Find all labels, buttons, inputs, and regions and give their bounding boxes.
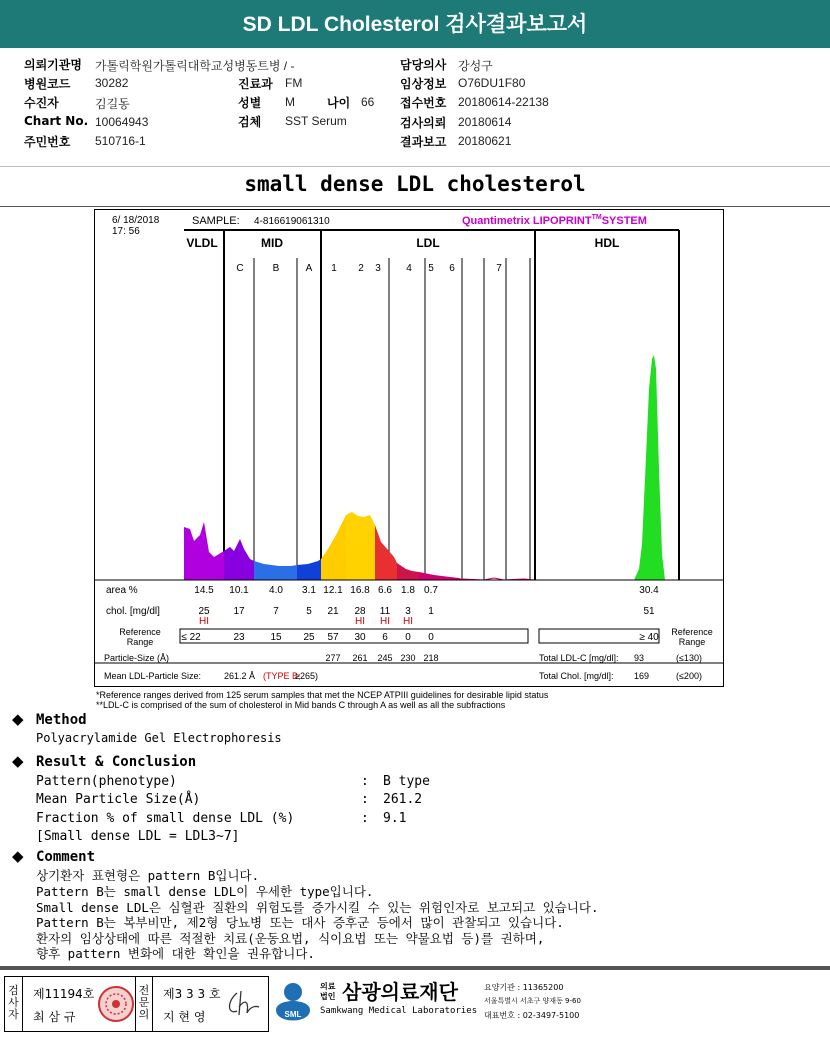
total-chol-label: Total Chol. [mg/dl]: <box>539 671 614 681</box>
comment-bullet-icon: ◆ <box>12 847 24 865</box>
report-date-value: 20180621 <box>458 134 512 148</box>
specialist-label: 전 문 의 <box>135 977 153 1031</box>
request-date-label: 검사의뢰 <box>400 116 447 130</box>
mean-size-label: Mean LDL-Particle Size: <box>104 671 202 681</box>
receipt-no-value: 20180614-22138 <box>458 95 549 109</box>
right-reference-label-line1: Reference <box>671 627 713 637</box>
group-label-vldl: VLDL <box>186 236 218 250</box>
curve-ldl-2 <box>346 512 375 580</box>
chol-value: 7 <box>273 606 279 617</box>
fraction-value: 9.1 <box>383 811 407 826</box>
age-label: 나이 <box>327 96 351 110</box>
area-value: 6.6 <box>378 585 392 596</box>
chol-value: 1 <box>428 606 434 617</box>
footnote-2: **LDL-C is comprised of the sum of cholesterol in Mid bands C through A as well as all the subfractions <box>96 700 506 710</box>
area-value: 10.1 <box>229 585 249 596</box>
area-value: 30.4 <box>639 585 659 596</box>
brand-label: Quantimetrix LIPOPRINT™SYSTEM <box>462 214 647 227</box>
org-phone: 대표번호 : 02-3497-5100 <box>484 1011 580 1020</box>
org-prefix: 의료법인 <box>320 982 336 1001</box>
department-label: 진료과 <box>238 77 273 91</box>
chol-value: 17 <box>233 606 245 617</box>
method-heading: Method <box>36 712 87 728</box>
comment-heading: Comment <box>36 849 96 865</box>
doctor-value: 강성구 <box>458 59 493 73</box>
band-label-a: A <box>305 263 313 274</box>
chol-value: 28 <box>354 606 366 617</box>
patient-label: 수진자 <box>24 96 59 110</box>
specialist-name: 지 현 영 <box>163 1010 206 1024</box>
specimen-value: SST Serum <box>285 114 347 128</box>
particle-size-value: 218 <box>423 653 439 663</box>
particle-size-value: 261 <box>352 653 368 663</box>
comment-line: 향후 pattern 변화에 대한 확인을 권유합니다. <box>36 946 315 961</box>
total-ldl-ref: (≤130) <box>676 653 702 663</box>
band-label-2: 2 <box>358 263 364 274</box>
reference-value: 25 <box>303 632 315 643</box>
hi-flag: HI <box>403 616 413 627</box>
chol-value: 21 <box>327 606 339 617</box>
hi-flag: HI <box>199 616 209 627</box>
fraction-label: Fraction % of small dense LDL (%) <box>36 811 295 826</box>
area-value: 14.5 <box>194 585 214 596</box>
comment-line: Pattern B는 복부비만, 제2형 당뇨병 또는 대사 증후군 등에서 많이 관찰되고 있습니다. <box>36 915 564 930</box>
method-text: Polyacrylamide Gel Electrophoresis <box>36 731 282 745</box>
comment-line: Pattern B는 small dense LDL이 우세한 type입니다. <box>36 884 374 899</box>
reference-value: 0 <box>428 632 434 643</box>
chart-time: 17: 56 <box>112 226 140 237</box>
tester-label: 검 사 자 <box>5 977 23 1031</box>
sml-logo-icon <box>270 978 316 1028</box>
chol-value: 11 <box>379 606 391 617</box>
org-name: 삼광의료재단 <box>342 980 458 1004</box>
band-label-b: B <box>272 263 280 274</box>
chol-value: 5 <box>306 606 312 617</box>
footer-divider <box>0 966 830 970</box>
comment-line: 환자의 임상상태에 따른 적절한 치료(운동요법, 식이요법 또는 약물요법 등)를 권하며, <box>36 931 545 946</box>
particle-size-value: 230 <box>400 653 416 663</box>
chol-value: 25 <box>198 606 210 617</box>
sample-label: SAMPLE: <box>192 215 240 227</box>
pattern-sep: : <box>361 774 369 789</box>
band-label-6: 6 <box>449 263 455 274</box>
comment-line: 상기환자 표현형은 pattern B입니다. <box>36 868 260 883</box>
area-value: 1.8 <box>401 585 415 596</box>
mean-size-row-value: 261.2 <box>383 792 423 807</box>
reference-value: 57 <box>327 632 339 643</box>
right-reference-label-line2: Range <box>678 637 706 647</box>
org-code: 요양기관 : 11365200 <box>484 983 564 992</box>
band-label-1: 1 <box>331 263 337 274</box>
result-bullet-icon: ◆ <box>12 752 24 770</box>
header-divider <box>0 166 830 167</box>
patient-value: 김길동 <box>95 97 130 111</box>
tester-name: 최 삼 규 <box>33 1010 76 1024</box>
report-date-label: 결과보고 <box>400 135 447 149</box>
clinical-info-value: O76DU1F80 <box>458 76 526 90</box>
footnote-1: *Reference ranges derived from 125 serum samples that met the NCEP ATPIII guidelines for desirable lipid status <box>96 690 549 700</box>
group-label-mid: MID <box>261 236 283 250</box>
reference-value: 6 <box>382 632 388 643</box>
resident-no-value: 510716-1 <box>95 134 146 148</box>
band-label-4: 4 <box>406 263 412 274</box>
group-label-hdl: HDL <box>594 236 620 250</box>
pattern-label: Pattern(phenotype) <box>36 774 177 789</box>
fraction-sep: : <box>361 811 369 826</box>
sex-value: M <box>285 95 295 109</box>
specimen-label: 검체 <box>238 115 262 129</box>
org-english: Samkwang Medical Laboratories <box>320 1006 478 1016</box>
mean-size-row-sep: : <box>361 792 369 807</box>
chart-date: 6/ 18/2018 <box>112 215 160 226</box>
tester-seal-icon <box>97 985 135 1023</box>
particle-size-label: Particle-Size (Å) <box>104 653 170 663</box>
reference-value: ≤ 22 <box>181 632 201 643</box>
total-ldl-value: 93 <box>634 653 645 663</box>
particle-size-value: 245 <box>377 653 393 663</box>
group-label-ldl: LDL <box>416 236 440 250</box>
band-label-c: C <box>236 263 244 274</box>
receipt-no-label: 접수번호 <box>400 96 447 110</box>
hi-flag: HI <box>380 616 390 627</box>
chart-no-label: Chart No. <box>24 114 89 128</box>
area-value: 16.8 <box>350 585 370 596</box>
clinical-info-label: 임상정보 <box>400 77 447 91</box>
mean-size-value: 261.2 Å <box>224 671 256 681</box>
org-address: 서울특별시 서초구 양재동 9-60 <box>484 997 581 1005</box>
sex-label: 성별 <box>238 96 262 110</box>
chart-no-value: 10064943 <box>95 115 149 129</box>
report-title: SD LDL Cholesterol 검사결과보고서 <box>0 0 830 48</box>
area-value: 4.0 <box>269 585 283 596</box>
reference-value: 30 <box>354 632 366 643</box>
total-ldl-label: Total LDL-C [mg/dl]: <box>539 653 619 663</box>
mean-size-ref: ≥265) <box>295 671 318 681</box>
title-divider <box>0 206 830 207</box>
result-heading: Result & Conclusion <box>36 754 197 770</box>
area-value: 0.7 <box>424 585 438 596</box>
request-date-value: 20180614 <box>458 115 512 129</box>
band-label-7: 7 <box>496 263 502 274</box>
doctor-label: 담당의사 <box>400 58 447 72</box>
reference-value: 23 <box>233 632 245 643</box>
age-value: 66 <box>361 95 375 109</box>
hdl-reference-value: ≥ 40 <box>639 632 659 643</box>
mean-size-row-label: Mean Particle Size(Å) <box>36 792 201 807</box>
sml-badge-text: SML <box>284 1010 302 1019</box>
hi-flag: HI <box>355 616 365 627</box>
resident-no-label: 주민번호 <box>24 135 71 149</box>
specialist-license: 제3 3 3 호 <box>163 987 221 1001</box>
tester-license: 제11194호 <box>33 987 95 1001</box>
result-note: [Small dense LDL = LDL3~7] <box>36 829 240 844</box>
reference-value: 15 <box>270 632 282 643</box>
total-chol-value: 169 <box>634 671 650 681</box>
area-value: 12.1 <box>323 585 343 596</box>
hospital-code-value: 30282 <box>95 76 129 90</box>
reference-value: 0 <box>405 632 411 643</box>
total-chol-ref: (≤200) <box>676 671 702 681</box>
signature-icon <box>223 987 263 1021</box>
pattern-value: B type <box>383 774 430 789</box>
hospital-code-label: 병원코드 <box>24 77 71 91</box>
mean-size-type: (TYPE B; <box>263 671 301 681</box>
section-title: small dense LDL cholesterol <box>244 172 586 196</box>
area-row-label: area % <box>106 585 138 596</box>
band-label-5: 5 <box>428 263 434 274</box>
area-value: 3.1 <box>302 585 316 596</box>
band-label-3: 3 <box>375 263 381 274</box>
institution-label: 의뢰기관명 <box>24 58 82 72</box>
signature-box <box>4 976 269 1032</box>
sample-id: 4-816619061310 <box>254 216 330 227</box>
particle-size-value: 277 <box>325 653 341 663</box>
method-bullet-icon: ◆ <box>12 710 24 728</box>
chol-value: 3 <box>405 606 411 617</box>
department-value: FM <box>285 76 303 90</box>
chol-value: 51 <box>643 606 655 617</box>
reference-label-line1: Reference <box>119 627 161 637</box>
chol-row-label: chol. [mg/dl] <box>106 606 160 617</box>
reference-label-line2: Range <box>126 637 154 647</box>
comment-line: Small dense LDL은 심혈관 질환의 위험도를 증가시킬 수 있는 위험인자로 보고되고 있습니다. <box>36 900 599 915</box>
institution-value: 가톨릭학원가톨릭대학교성병동트병 / - <box>95 59 295 73</box>
lipoprint-chart <box>94 209 724 687</box>
